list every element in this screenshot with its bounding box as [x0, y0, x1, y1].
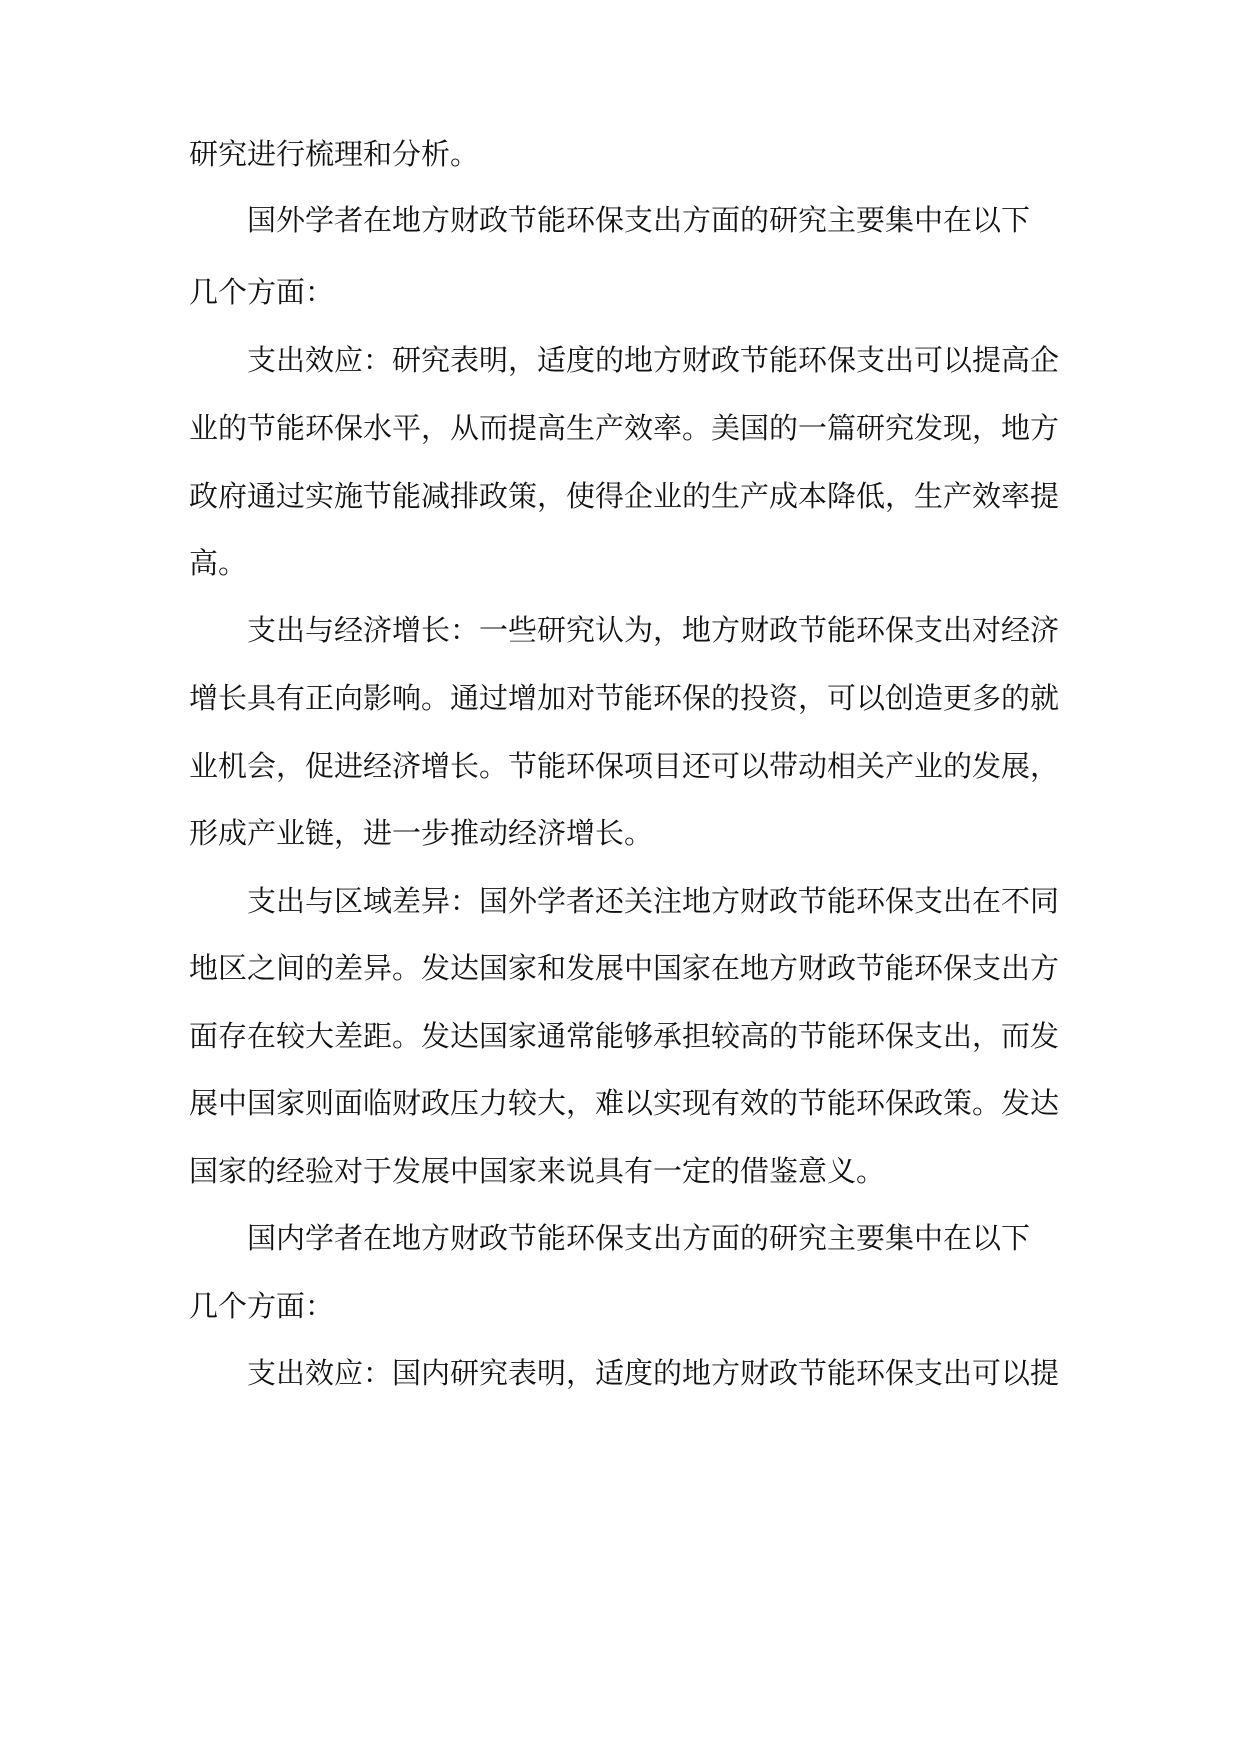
text-line: 业的节能环保水平，从而提高生产效率。美国的一篇研究发现，地方: [189, 411, 1060, 445]
text-line: 支出与经济增长：一些研究认为，地方财政节能环保支出对经济: [247, 613, 1060, 647]
text-line: 业机会，促进经济增长。节能环保项目还可以带动相关产业的发展，: [189, 749, 1060, 783]
text-line: 国内学者在地方财政节能环保支出方面的研究主要集中在以下: [247, 1221, 1031, 1255]
text-line: 政府通过实施节能减排政策，使得企业的生产成本降低，生产效率提: [189, 479, 1060, 513]
text-line: 展中国家则面临财政压力较大，难以实现有效的节能环保政策。发达: [189, 1086, 1060, 1120]
text-line: 高。: [189, 546, 248, 580]
text-line: 增长具有正向影响。通过增加对节能环保的投资，可以创造更多的就: [189, 681, 1060, 715]
text-line: 支出效应：国内研究表明，适度的地方财政节能环保支出可以提: [247, 1356, 1060, 1390]
text-line: 面存在较大差距。发达国家通常能够承担较高的节能环保支出，而发: [189, 1019, 1060, 1053]
text-line: 国外学者在地方财政节能环保支出方面的研究主要集中在以下: [247, 203, 1031, 237]
text-line: 地区之间的差异。发达国家和发展中国家在地方财政节能环保支出方: [189, 951, 1060, 985]
text-line: 国家的经验对于发展中国家来说具有一定的借鉴意义。: [189, 1154, 886, 1188]
text-line: 几个方面：: [189, 275, 335, 309]
text-line: 研究进行梳理和分析。: [189, 137, 480, 171]
text-line: 形成产业链，进一步推动经济增长。: [189, 816, 654, 850]
text-line: 几个方面：: [189, 1289, 335, 1323]
text-line: 支出效应：研究表明，适度的地方财政节能环保支出可以提高企: [247, 343, 1060, 377]
text-line: 支出与区域差异：国外学者还关注地方财政节能环保支出在不同: [247, 884, 1060, 918]
